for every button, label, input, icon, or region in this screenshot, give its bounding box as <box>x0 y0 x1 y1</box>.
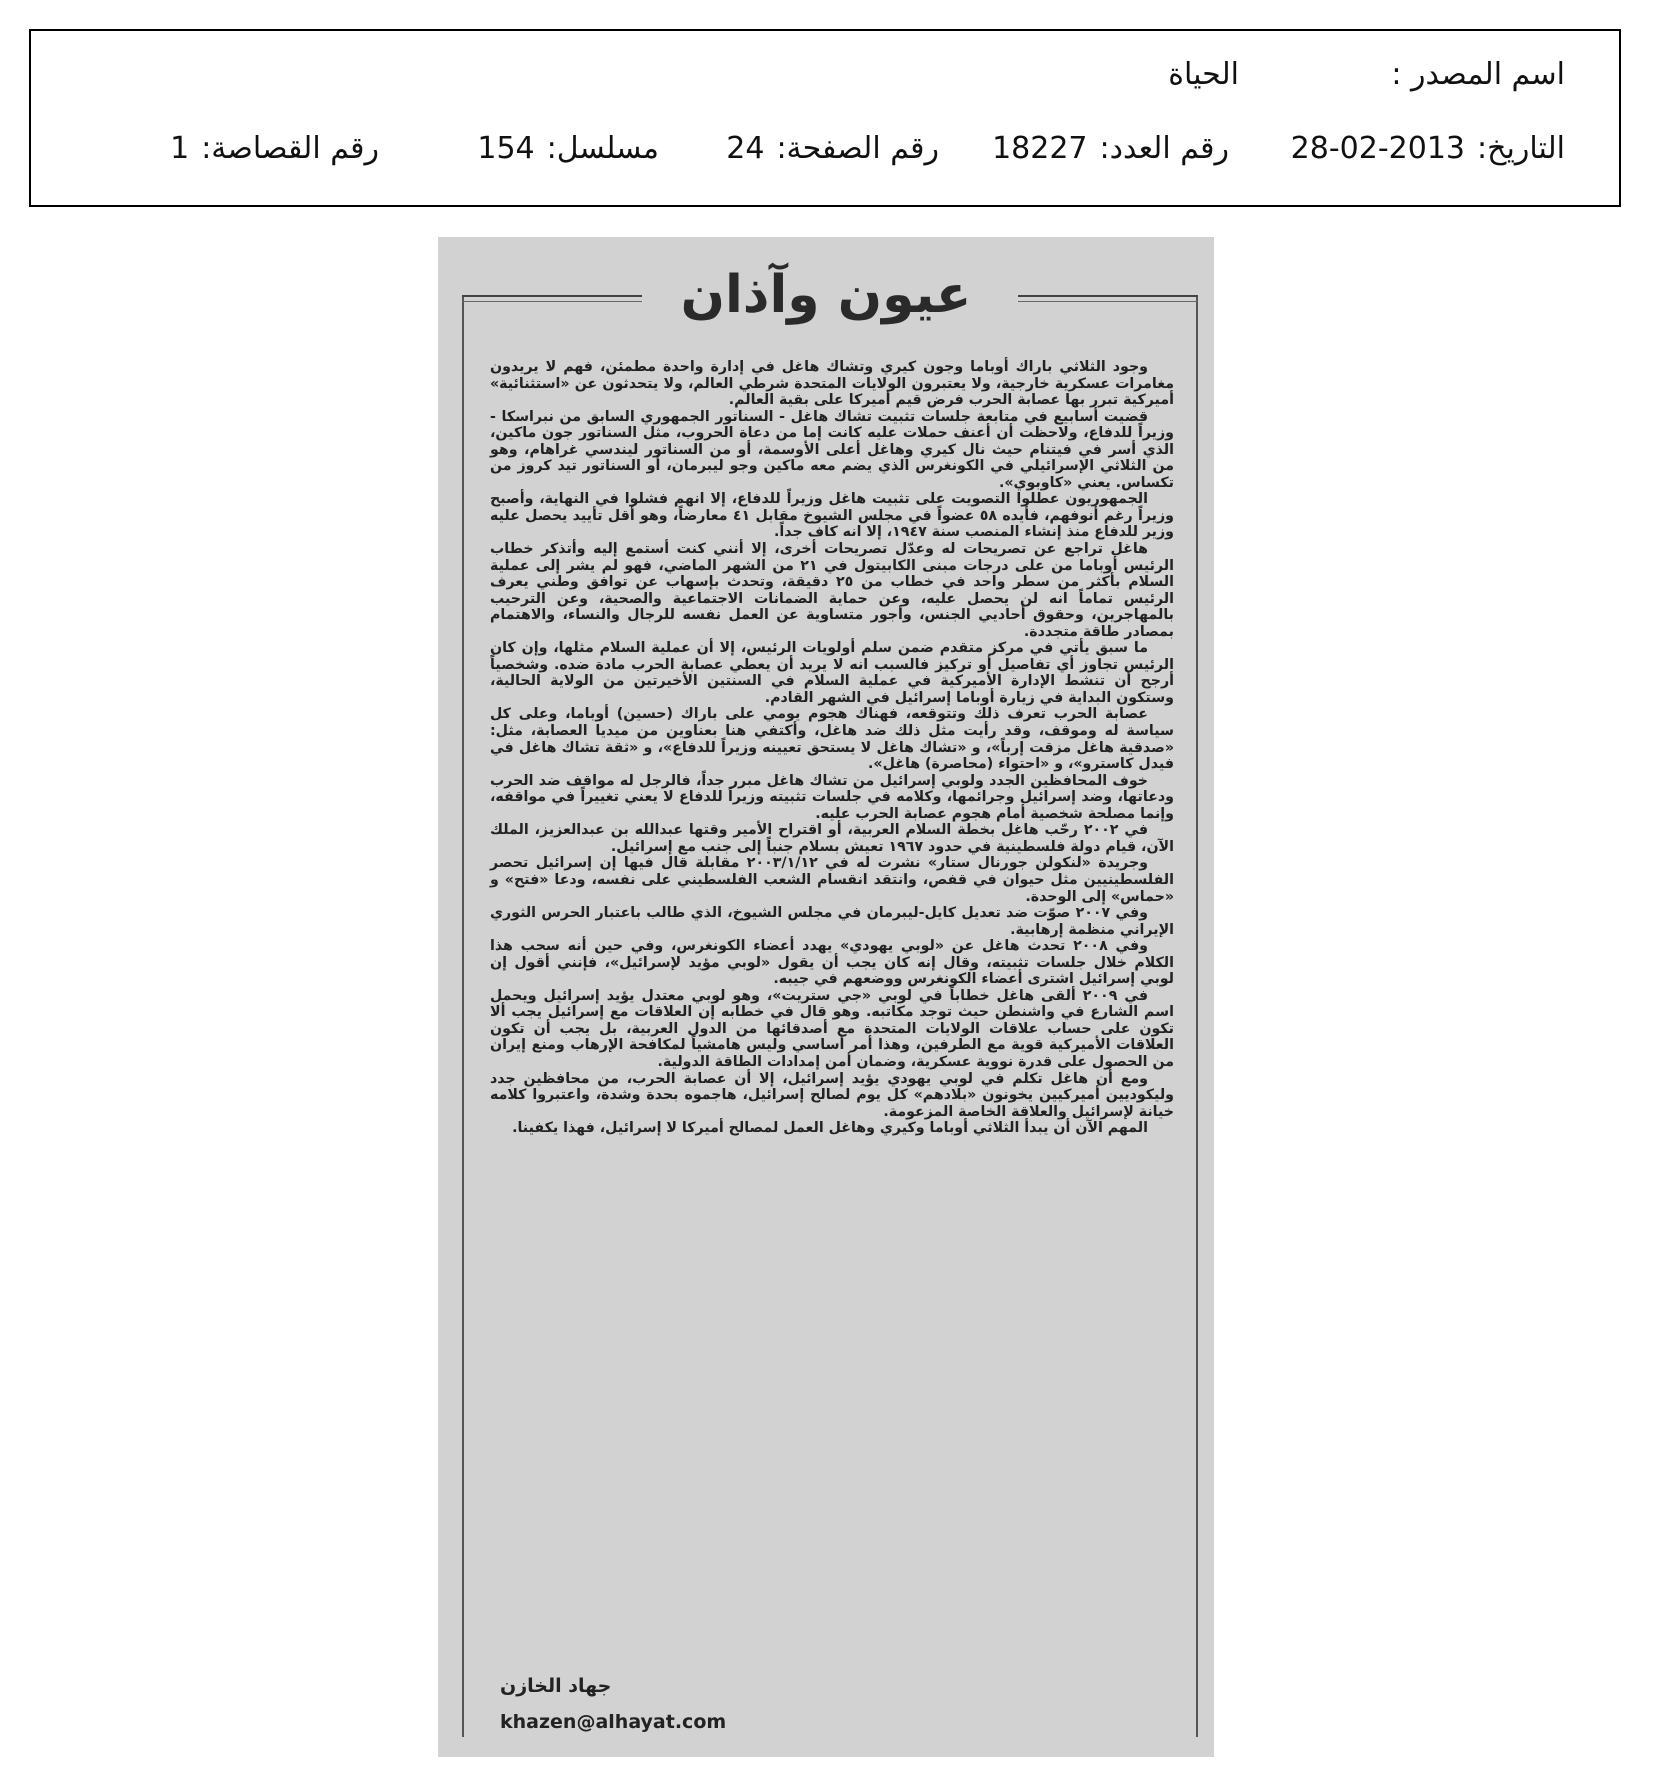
clip-number-field <box>170 129 379 169</box>
clip-number-label: رقم القصاصة: <box>201 131 379 166</box>
source-label: اسم المصدر : <box>1391 57 1565 92</box>
issue-field <box>992 129 1229 169</box>
author-email: khazen@alhayat.com <box>500 1711 727 1733</box>
article-paragraph: قضيت أسابيع في متابعة جلسات تثبيت تشاك هاغل - السناتور الجمهوري السابق من نبراسكا - وزيراً للدفاع، ولاحظت أن أعنف حملات عليه كانت إما من دعاة الحروب، مثل السناتور جون ماكين، الذي أسر في فيتنام حيث نال كيري وهاغل أعلى الأوسمة، أو من السناتور ليندسي غراهام، وهو من الثلاثي الإسرائيلي في الكونغرس الذي يضم معه ماكين وجو ليبرمان، أو السناتور تيد كروز من تكساس. يعني «كاوبوي». <box>490 408 1174 491</box>
clip-number-value: 1 <box>170 131 190 166</box>
page-value: 24 <box>726 131 765 166</box>
page-field <box>726 129 939 169</box>
article-paragraph: ما سبق يأتي في مركز متقدم ضمن سلم أولويات الرئيس، إلا أن عملية السلام مثلها، وإن كان الرئيس تجاوز أي تفاصيل أو تركيز فالسبب انه لا يريد أن يعطي عصابة الحرب مادة ضده. وشخصياً أرجح أن تنشط الإدارة الأميركية في عملية السلام في السنتين الأخيرتين من الولاية الحالية، وستكون البداية في زيارة أوباما إسرائيل في الشهر القادم. <box>490 640 1174 706</box>
article-paragraph: عصابة الحرب تعرف ذلك وتتوقعه، فهناك هجوم يومي على باراك (حسين) أوباما، وعلى كل سياسة له وموقف، وقد رأيت مثل ذلك ضد هاغل، وأكتفي هنا بعناوين من ميديا العصابة، مثل: «صدقية هاغل مزقت إرباً»، و «تشاك هاغل لا يستحق تعيينه وزيراً للدفاع»، و «ثقة تشاك هاغل في فيدل كاسترو»، و «احتواء (محاصرة) هاغل». <box>490 706 1174 773</box>
issue-label: رقم العدد: <box>1099 131 1229 166</box>
page-label: رقم الصفحة: <box>776 131 939 166</box>
article-paragraph: وجود الثلاثي باراك أوباما وجون كيري وتشاك هاغل في إدارة واحدة مطمئن، فهم لا يريدون مغامرات عسكرية خارجية، ولا يعتبرون الولايات المتحدة شرطي العالم، ولا يتحدثون عن «استثنائية» أميركية تبرر بها عصابة الحرب فرض قيم أميركا على بقية العالم. <box>490 359 1174 409</box>
date-value: 2013-02-28 <box>1290 131 1466 166</box>
article-paragraph: في ٢٠٠٩ ألقى هاغل خطاباً في لوبي «جي ستريت»، وهو لوبي معتدل يؤيد إسرائيل ويحمل اسم الشارع في واشنطن حيث توجد مكاتبه. وهو قال في خطابه إن العلاقات مع إسرائيل يجب ألا تكون على حساب علاقات الولايات المتحدة مع أصدقائها من الدول العربية، بل يجب أن تكون العلاقات الأميركية قوية مع الطرفين، وهذا أمر أساسي وليس هامشياً لمكافحة الإرهاب ومنع إيران من الحصول على قدرة نووية عسكرية، وضمان أمن إمدادات الطاقة الدولية. <box>490 987 1174 1070</box>
source-value: الحياة <box>1168 57 1239 92</box>
article-paragraph: الجمهوريون عطلوا التصويت على تثبيت هاغل وزيراً للدفاع، إلا انهم فشلوا في النهاية، وأصبح وزيراً رغم أنوفهم، فأيده ٥٨ عضواً في مجلس الشيوخ مقابل ٤١ معارضاً، وهو أقل تأييد يحصل عليه وزير للدفاع منذ إنشاء المنصب سنة ١٩٤٧، إلا انه كاف جداً. <box>490 491 1174 541</box>
serial-value: 154 <box>477 131 535 166</box>
article-paragraph: ومع أن هاغل تكلم في لوبي يهودي يؤيد إسرائيل، إلا أن عصابة الحرب، من محافظين جدد وليكوديين أميركيين يخونون «بلادهم» كل يوم لصالح إسرائيل، هاجموه بحدة وشدة، واعتبروا كلامه خيانة لإسرائيل والعلاقة الخاصة المزعومة. <box>490 1070 1174 1120</box>
newspaper-clipping <box>438 237 1214 1757</box>
article-paragraph: في ٢٠٠٢ رحّب هاغل بخطة السلام العربية، أو اقتراح الأمير وقتها عبدالله بن عبدالعزيز، الملك الآن، قيام دولة فلسطينية في حدود ١٩٦٧ تعيش بسلام جنباً إلى جنب مع إسرائيل. <box>490 822 1174 855</box>
date-field <box>1291 129 1565 169</box>
serial-field <box>477 129 659 169</box>
date-label: التاريخ: <box>1477 131 1565 166</box>
author-signature: جهاد الخازن <box>500 1675 612 1697</box>
article-paragraph: وفي ٢٠٠٨ تحدث هاغل عن «لوبي يهودي» يهدد أعضاء الكونغرس، وفي حين أنه سحب هذا الكلام خلال جلسات تثبيته، وقال إنه كان يجب أن يقول «لوبي مؤيد لإسرائيل»، فإنني أقول إن لوبي إسرائيل اشترى أعضاء الكونغرس ووضعهم في جيبه. <box>490 938 1174 988</box>
article-paragraph: وفي ٢٠٠٧ صوّت ضد تعديل كايل-ليبرمان في مجلس الشيوخ، الذي طالب باعتبار الحرس الثوري الإيراني منظمة إرهابية. <box>490 905 1174 938</box>
article-paragraph: هاغل تراجع عن تصريحات له وعدّل تصريحات أخرى، إلا أنني كنت أستمع إليه وأتذكر خطاب الرئيس أوباما من على درجات مبنى الكابيتول في ٢١ من الشهر الماضي، فهو لم يشر إلى عملية السلام بأكثر من سطر واحد في خطاب من ٢٥ دقيقة، وتحدث بإسهاب عن توافق وطني يعرف الرئيس تماماً انه لن يحصل عليه، وعن حماية الضمانات الاجتماعية والصحية، وعن الترحيب بالمهاجرين، وحقوق أحاديي الجنس، وأجور متساوية عن العمل نفسه للرجال والنساء، والاهتمام بمصادر طاقة متجددة. <box>490 541 1174 640</box>
serial-label: مسلسل: <box>546 131 659 166</box>
article-paragraph: خوف المحافظين الجدد ولوبي إسرائيل من تشاك هاغل مبرر جداً، فالرجل له مواقف ضد الحرب ودعاتها، وضد إسرائيل وجرائمها، وكلامه في جلسات تثبيته وزيراً للدفاع لا يعني تغييراً في مواقفه، وإنما مصلحة شخصية أمام هجوم عصابة الحرب عليه. <box>490 772 1174 822</box>
article-paragraph: المهم الآن أن يبدأ الثلاثي أوباما وكيري وهاغل العمل لمصالح أميركا لا إسرائيل، فهذا يكفينا. <box>512 1120 1148 1137</box>
column-title: عيون وآذان <box>680 265 972 325</box>
source-field <box>1391 55 1565 95</box>
issue-value: 18227 <box>992 131 1088 166</box>
article-paragraph: وجريدة «لنكولن جورنال ستار» نشرت له في ٢٠٠٣/١/١٢ مقابلة قال فيها إن إسرائيل تحصر الفلسطينيين مثل حيوان في قفص، وانتقد انقسام الشعب الفلسطيني على نفسه، ودعا «فتح» و «حماس» إلى الوحدة. <box>490 855 1174 905</box>
article-body <box>490 359 1174 1137</box>
clipping-metadata-box <box>29 29 1621 207</box>
